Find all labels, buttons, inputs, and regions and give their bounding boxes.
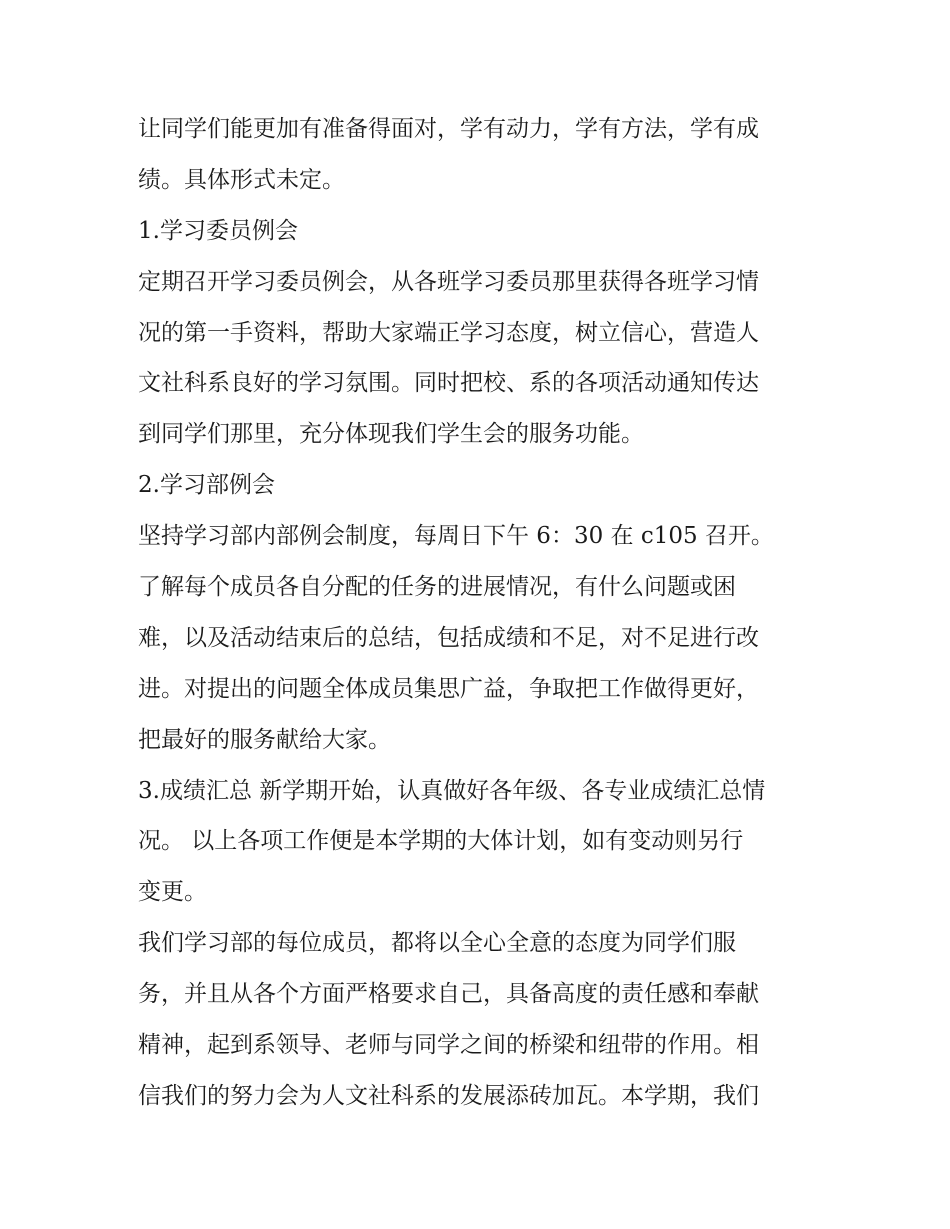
paragraph-line-intro-1: 让同学们能更加有准备得面对，学有动力，学有方法，学有成 xyxy=(138,116,759,142)
paragraph-line-department-3: 难，以及活动结束后的总结，包括成绩和不足，对不足进行改 xyxy=(138,624,759,651)
paragraph-line-committee-2: 况的第一手资料，帮助大家端正学习态度，树立信心，营造人 xyxy=(138,319,759,346)
paragraph-line-closing-4: 信我们的努力会为人文社科系的发展添砖加瓦。本学期，我们 xyxy=(138,1082,759,1109)
paragraph-line-committee-3: 文社科系良好的学习氛围。同时把校、系的各项活动通知传达 xyxy=(138,370,759,397)
paragraph-line-summary-2: 况。 以上各项工作便是本学期的大体计划，如有变动则另行 xyxy=(138,828,744,855)
paragraph-line-intro-2: 绩。具体形式未定。 xyxy=(138,166,345,193)
paragraph-line-committee-4: 到同学们那里，充分体现我们学生会的服务功能。 xyxy=(138,421,644,448)
paragraph-line-closing-2: 务，并且从各个方面严格要求自己，具备高度的责任感和奉献 xyxy=(138,981,759,1008)
section-heading-department-meeting: 2.学习部例会 xyxy=(138,472,275,499)
paragraph-line-department-2: 了解每个成员各自分配的任务的进展情况，有什么问题或困 xyxy=(138,574,736,601)
section-heading-study-committee-meeting: 1.学习委员例会 xyxy=(138,217,298,244)
paragraph-line-closing-3: 精神，起到系领导、老师与同学之间的桥梁和纽带的作用。相 xyxy=(138,1032,759,1059)
paragraph-line-department-4: 进。对提出的问题全体成员集思广益，争取把工作做得更好， xyxy=(138,675,759,702)
paragraph-line-department-5: 把最好的服务献给大家。 xyxy=(138,726,391,753)
paragraph-line-department-1: 坚持学习部内部例会制度，每周日下午 6：30 在 c105 召开。 xyxy=(138,523,774,550)
paragraph-line-summary-3: 变更。 xyxy=(138,879,207,906)
document-body xyxy=(138,104,818,1122)
paragraph-line-committee-1: 定期召开学习委员例会，从各班学习委员那里获得各班学习情 xyxy=(138,268,759,295)
paragraph-line-closing-1: 我们学习部的每位成员，都将以全心全意的态度为同学们服 xyxy=(138,930,736,957)
section-heading-grade-summary: 3.成绩汇总 新学期开始，认真做好各年级、各专业成绩汇总情 xyxy=(138,777,766,804)
